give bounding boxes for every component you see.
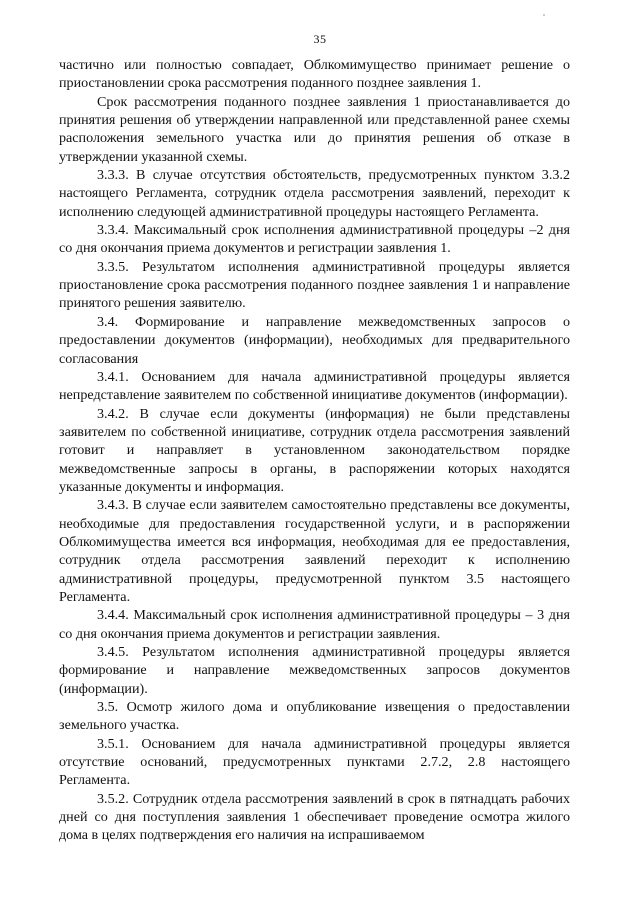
paragraph: Срок рассмотрения поданного позднее заявления 1 приостанавливается до принятия решения об утверждении направленной или представленной ранее схемы расположения земельного участка или до принятия решения об отказе в утверждении указанной схемы. [59, 93, 570, 165]
paragraph-3-4-2: 3.4.2. В случае если документы (информация) не были представлены заявителем по собственной инициативе, сотрудник отдела рассмотрения заявлений готовит и направляет в установленном законодательством порядке межведомственные запросы в органы, в распоряжении которых находятся указанные документы и информация. [59, 405, 570, 495]
paragraph-3-5-1: 3.5.1. Основанием для начала административной процедуры является отсутствие оснований, предусмотренных пунктами 2.7.2, 2.8 настоящего Регламента. [59, 735, 570, 789]
paragraph-continuation: частично или полностью совпадает, Облкомимущество принимает решение о приостановлении срока рассмотрения поданного позднее заявления 1. [59, 57, 570, 92]
paragraph-3-3-4: 3.3.4. Максимальный срок исполнения административной процедуры –2 дня со дня окончания приема документов и регистрации заявления 1. [59, 222, 570, 257]
section-heading-3-4: 3.4. Формирование и направление межведомственных запросов о предоставлении документов (информации), необходимых для предварительного согласования [59, 313, 570, 367]
paragraph-3-3-3: 3.3.3. В случае отсутствия обстоятельств, предусмотренных пунктом 3.3.2 настоящего Регламента, сотрудник отдела рассмотрения заявлений, переходит к исполнению следующей административной процедуры настоящего Регламента. [59, 167, 570, 220]
section-heading-3-5: 3.5. Осмотр жилого дома и опубликование извещения о предоставлении земельного участка. [59, 699, 570, 734]
paragraph-3-4-3: 3.4.3. В случае если заявителем самостоятельно представлены все документы, необходимые для предоставления государственной услуги, и в распоряжении Облкомимущества имеется вся информация, необходимая для ее предоставления, сотрудник отдела рассмотрения заявлений переходит к исполнению административной процедуры, предусмотренной пунктом 3.5 настоящего Регламента. [59, 497, 570, 605]
paragraph-3-5-2: 3.5.2. Сотрудник отдела рассмотрения заявлений в срок в пятнадцать рабочих дней со дня поступления заявления 1 обеспечивает проведение осмотра жилого дома в целях подтверждения его наличия на испрашиваемом [59, 790, 570, 844]
document-body [59, 56, 570, 845]
paragraph-3-4-5: 3.4.5. Результатом исполнения административной процедуры является формирование и направление межведомственных запросов документов (информации). [59, 644, 570, 697]
paragraph-3-3-5: 3.3.5. Результатом исполнения административной процедуры является приостановление срока рассмотрения поданного позднее заявления 1 и направление принятого решения заявителю. [59, 258, 570, 312]
page-number: 35 [313, 32, 327, 46]
scan-speck [543, 14, 545, 16]
paragraph-3-4-1: 3.4.1. Основанием для начала административной процедуры является непредставление заявителем по собственной инициативе документов (информации). [59, 368, 570, 404]
paragraph-3-4-4: 3.4.4. Максимальный срок исполнения административной процедуры – 3 дня со дня окончания приема документов и регистрации заявления. [59, 607, 570, 642]
